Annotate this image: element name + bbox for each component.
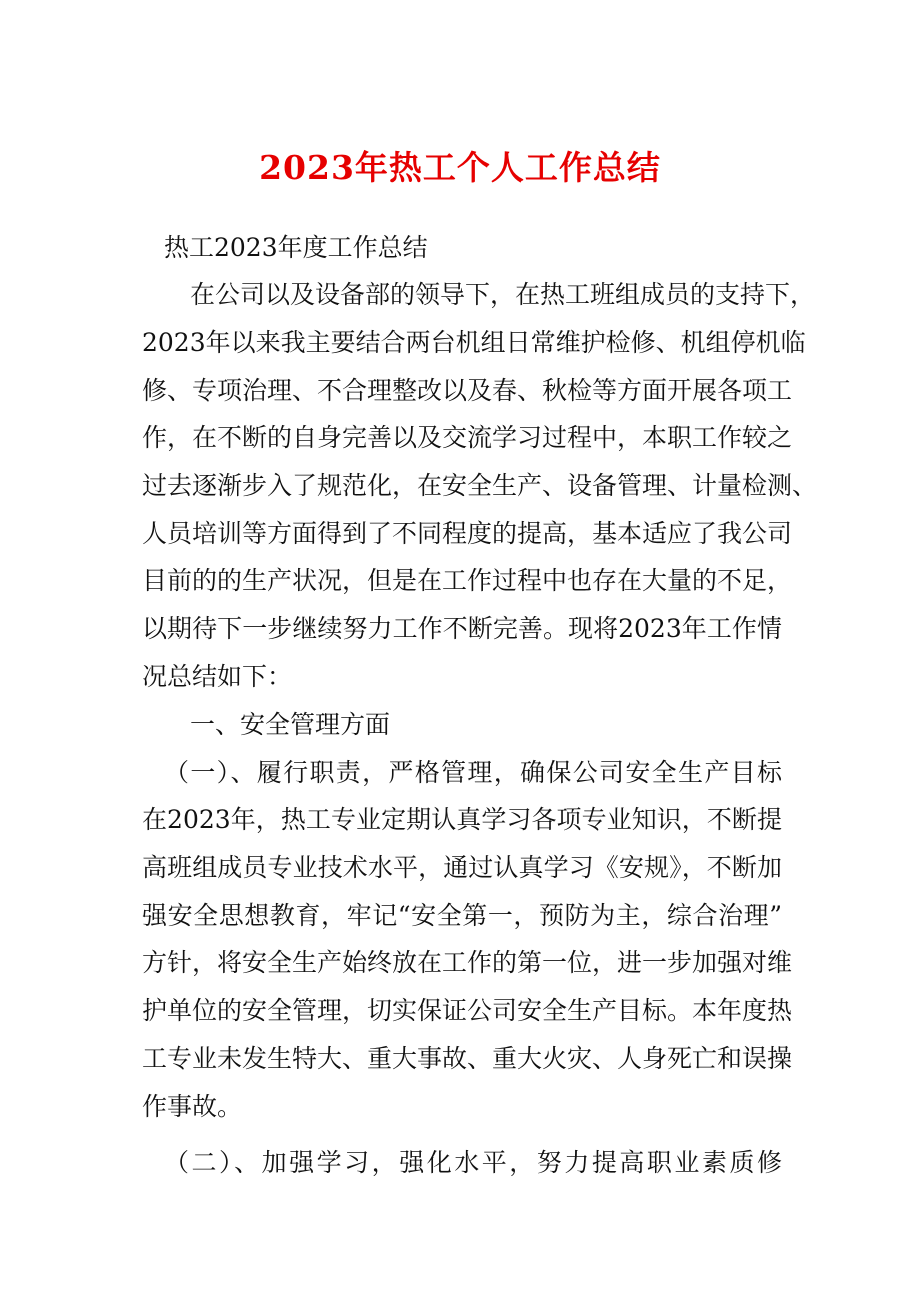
paragraph-line: 作事故。 [142,1092,243,1121]
paragraph-line: （一）、履行职责，严格管理，确保公司安全生产目标 [164,758,782,787]
paragraph-line: 目前的的生产状况，但是在工作过程中也存在大量的不足， [142,566,793,595]
paragraph-line: 况总结如下： [142,662,293,691]
section-heading: 一、安全管理方面 [190,710,391,739]
paragraph-line: 人员培训等方面得到了不同程度的提高，基本适应了我公司 [142,519,793,548]
paragraph-line: 以期待下一步继续努力工作不断完善。现将2023年工作情 [142,614,782,643]
paragraph-line: 强安全思想教育，牢记“安全第一，预防为主，综合治理” [142,901,782,930]
paragraph-line: 过去逐渐步入了规范化，在安全生产、设备管理、计量检测、 [142,471,818,500]
paragraph-line: 高班组成员专业技术水平，通过认真学习《安规》，不断加 [142,853,782,882]
paragraph-line: 作，在不断的自身完善以及交流学习过程中，本职工作较之 [142,423,793,452]
paragraph-line: 工专业未发生特大、重大事故、重大火灾、人身死亡和误操 [142,1044,793,1073]
paragraph-line: 修、专项治理、不合理整改以及春、秋检等方面开展各项工 [142,376,793,405]
paragraph-line: 在2023年，热工专业定期认真学习各项专业知识，不断提 [142,805,782,834]
document-subtitle: 热工2023年度工作总结 [164,233,428,262]
paragraph-line: （二）、加强学习，强化水平，努力提高职业素质修 [164,1148,782,1177]
paragraph-line: 2023年以来我主要结合两台机组日常维护检修、机组停机临 [142,328,806,357]
paragraph-line: 在公司以及设备部的领导下，在热工班组成员的支持下， [190,280,816,309]
document-title: 2023年热工个人工作总结 [259,148,661,187]
paragraph-line: 方针，将安全生产始终放在工作的第一位，进一步加强对维 [142,948,793,977]
paragraph-line: 护单位的安全管理，切实保证公司安全生产目标。本年度热 [142,996,793,1025]
